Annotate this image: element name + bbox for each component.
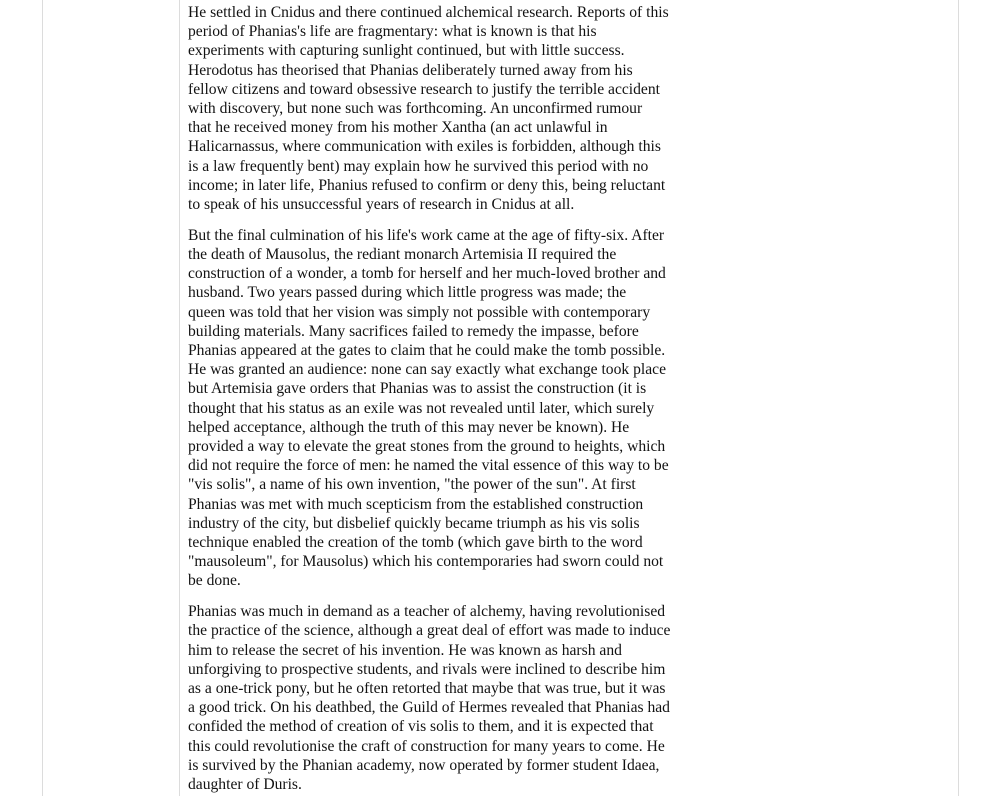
paragraph-line: confided the method of creation of vis solis to them, and it is expected that — [188, 718, 654, 736]
paragraph-line: queen was told that her vision was simply not possible with contemporary — [188, 303, 651, 321]
paragraph-line: income; in later life, Phanius refused to confirm or deny this, being reluctant — [188, 176, 666, 194]
paragraph-line: construction of a wonder, a tomb for herself and her much-loved brother and — [188, 265, 666, 283]
paragraph-line: "mausoleum", for Mausolus) which his contemporaries had sworn could not — [188, 553, 664, 571]
paragraph-line: is survived by the Phanian academy, now operated by former student Idaea, — [188, 756, 660, 774]
paragraph-line: industry of the city, but disbelief quickly became triumph as his vis solis — [188, 514, 640, 532]
paragraph-line: with discovery, but none such was forthcoming. An unconfirmed rumour — [188, 100, 643, 118]
right-border — [958, 0, 959, 796]
paragraph-line: thought that his status as an exile was not revealed until later, which surely — [188, 399, 655, 417]
paragraph-line: experiments with capturing sunlight continued, but with little success. — [188, 42, 625, 60]
paragraph-line: is a law frequently bent) may explain how he survived this period with no — [188, 157, 649, 175]
paragraph-line: that he received money from his mother Xantha (an act unlawful in — [188, 119, 608, 137]
paragraph-line: the practice of the science, although a great deal of effort was made to induce — [188, 622, 671, 640]
paragraph-line: Phanias appeared at the gates to claim that he could make the tomb possible. — [188, 341, 666, 359]
paragraph-line: as a one-trick pony, but he often retorted that maybe that was true, but it was — [188, 679, 666, 697]
paragraph-line: but Artemisia gave orders that Phanias was to assist the construction (it is — [188, 380, 647, 398]
paragraph-line: to speak of his unsuccessful years of research in Cnidus at all. — [188, 196, 575, 214]
paragraph-line: him to release the secret of his invention. He was known as harsh and — [188, 641, 622, 659]
paragraph-line: helped acceptance, although the truth of this may never be known). He — [188, 418, 630, 436]
paragraph-line: the death of Mausolus, the rediant monarch Artemisia II required the — [188, 245, 617, 263]
paragraph-line: technique enabled the creation of the tomb (which gave birth to the word — [188, 533, 643, 551]
paragraph-line: this could revolutionise the craft of construction for many years to come. He — [188, 737, 665, 755]
paragraph-line: a good trick. On his deathbed, the Guild of Hermes revealed that Phanias had — [188, 699, 670, 717]
paragraph-line: provided a way to elevate the great stones from the ground to heights, which — [188, 437, 666, 455]
paragraph-line: But the final culmination of his life's work came at the age of fifty-six. After — [188, 226, 665, 244]
paragraph-line: He settled in Cnidus and there continued alchemical research. Reports of this — [188, 4, 669, 21]
column-divider — [179, 0, 180, 796]
article-body — [188, 3, 688, 806]
paragraph-line: building materials. Many sacrifices failed to remedy the impasse, before — [188, 322, 639, 340]
article-paragraph — [188, 3, 688, 214]
paragraph-line: unforgiving to prospective students, and rivals were inclined to describe him — [188, 660, 666, 678]
paragraph-line: husband. Two years passed during which little progress was made; the — [188, 284, 627, 302]
paragraph-line: Phanias was met with much scepticism from the established construction — [188, 495, 644, 513]
paragraph-line: fellow citizens and toward obsessive research to justify the terrible accident — [188, 80, 660, 98]
paragraph-line: Herodotus has theorised that Phanias deliberately turned away from his — [188, 61, 633, 79]
paragraph-line: daughter of Duris. — [188, 775, 302, 793]
paragraph-line: "vis solis", a name of his own invention, "the power of the sun". At first — [188, 476, 636, 494]
article-paragraph — [188, 602, 688, 794]
paragraph-line: Phanias was much in demand as a teacher of alchemy, having revolutionised — [188, 603, 666, 621]
left-border — [42, 0, 43, 796]
paragraph-line: be done. — [188, 572, 241, 590]
paragraph-line: Halicarnassus, where communication with exiles is forbidden, although this — [188, 138, 661, 156]
paragraph-line: He was granted an audience: none can say exactly what exchange took place — [188, 361, 666, 379]
paragraph-line: did not require the force of men: he named the vital essence of this way to be — [188, 457, 669, 475]
article-paragraph — [188, 226, 688, 591]
paragraph-line: period of Phanias's life are fragmentary: what is known is that his — [188, 23, 597, 41]
